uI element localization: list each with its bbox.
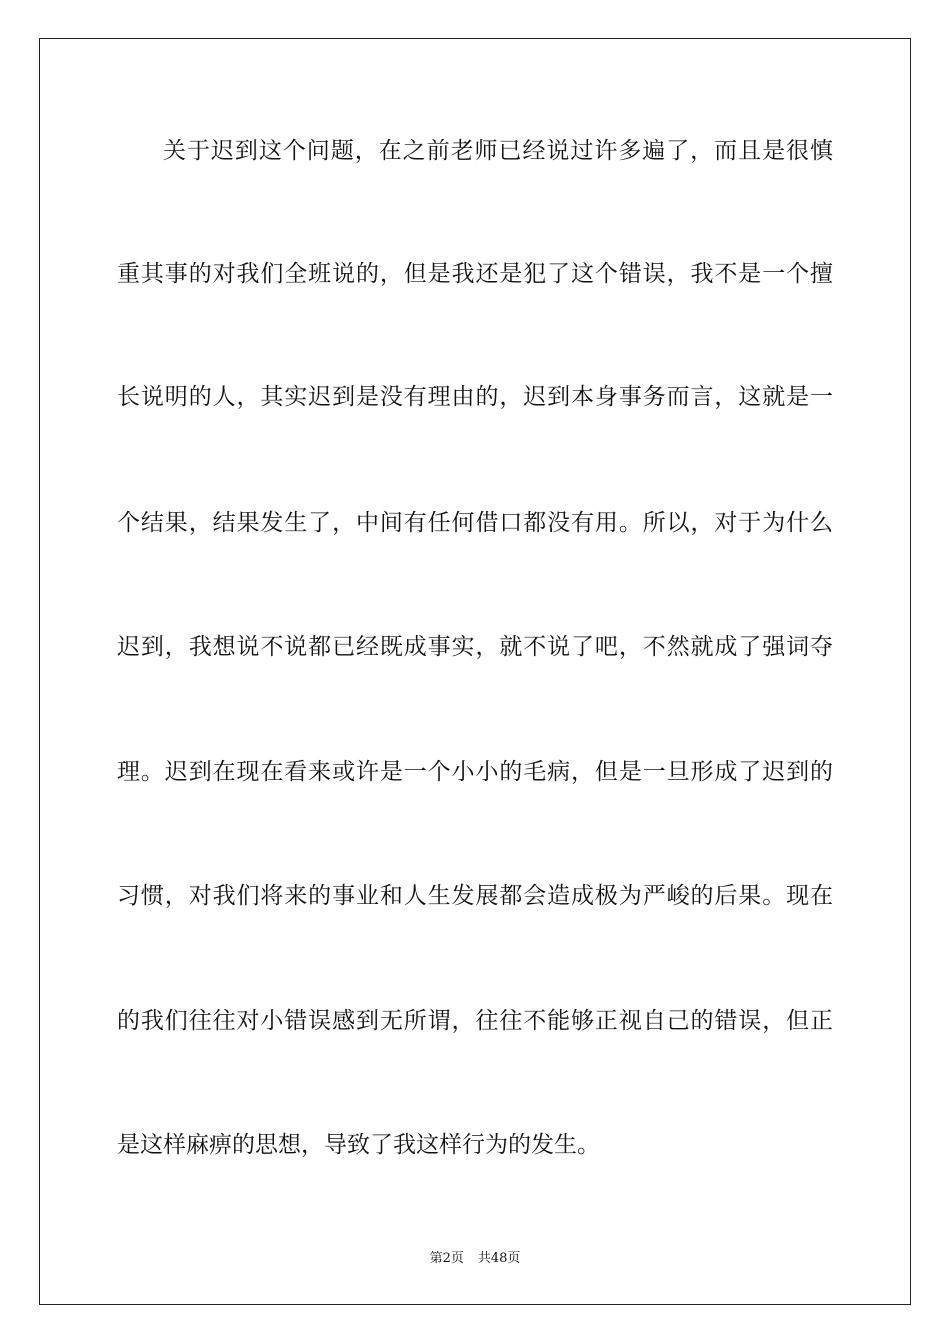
total-pages: 共48页	[477, 1251, 521, 1266]
paragraph-line: 长说明的人，其实迟到是没有理由的，迟到本身事务而言，这就是一	[117, 384, 833, 410]
paragraph-line: 的我们往往对小错误感到无所谓，往往不能够正视自己的错误，但正	[117, 1008, 833, 1034]
page-footer	[0, 1247, 950, 1266]
paragraph-line: 是这样麻痹的思想，导致了我这样行为的发生。	[117, 1132, 600, 1158]
page-number: 第2页	[429, 1251, 464, 1266]
paragraph-line: 迟到，我想说不说都已经既成事实，就不说了吧，不然就成了强词夺	[117, 634, 833, 660]
page-border	[39, 38, 911, 1305]
paragraph-line: 理。迟到在现在看来或许是一个小小的毛病，但是一旦形成了迟到的	[117, 759, 833, 785]
paragraph-line: 习惯，对我们将来的事业和人生发展都会造成极为严峻的后果。现在	[117, 883, 833, 909]
paragraph-line: 个结果，结果发生了，中间有任何借口都没有用。所以，对于为什么	[117, 510, 833, 536]
paragraph-line: 关于迟到这个问题，在之前老师已经说过许多遍了，而且是很慎	[163, 138, 833, 164]
paragraph-line: 重其事的对我们全班说的，但是我还是犯了这个错误，我不是一个擅	[117, 261, 833, 287]
